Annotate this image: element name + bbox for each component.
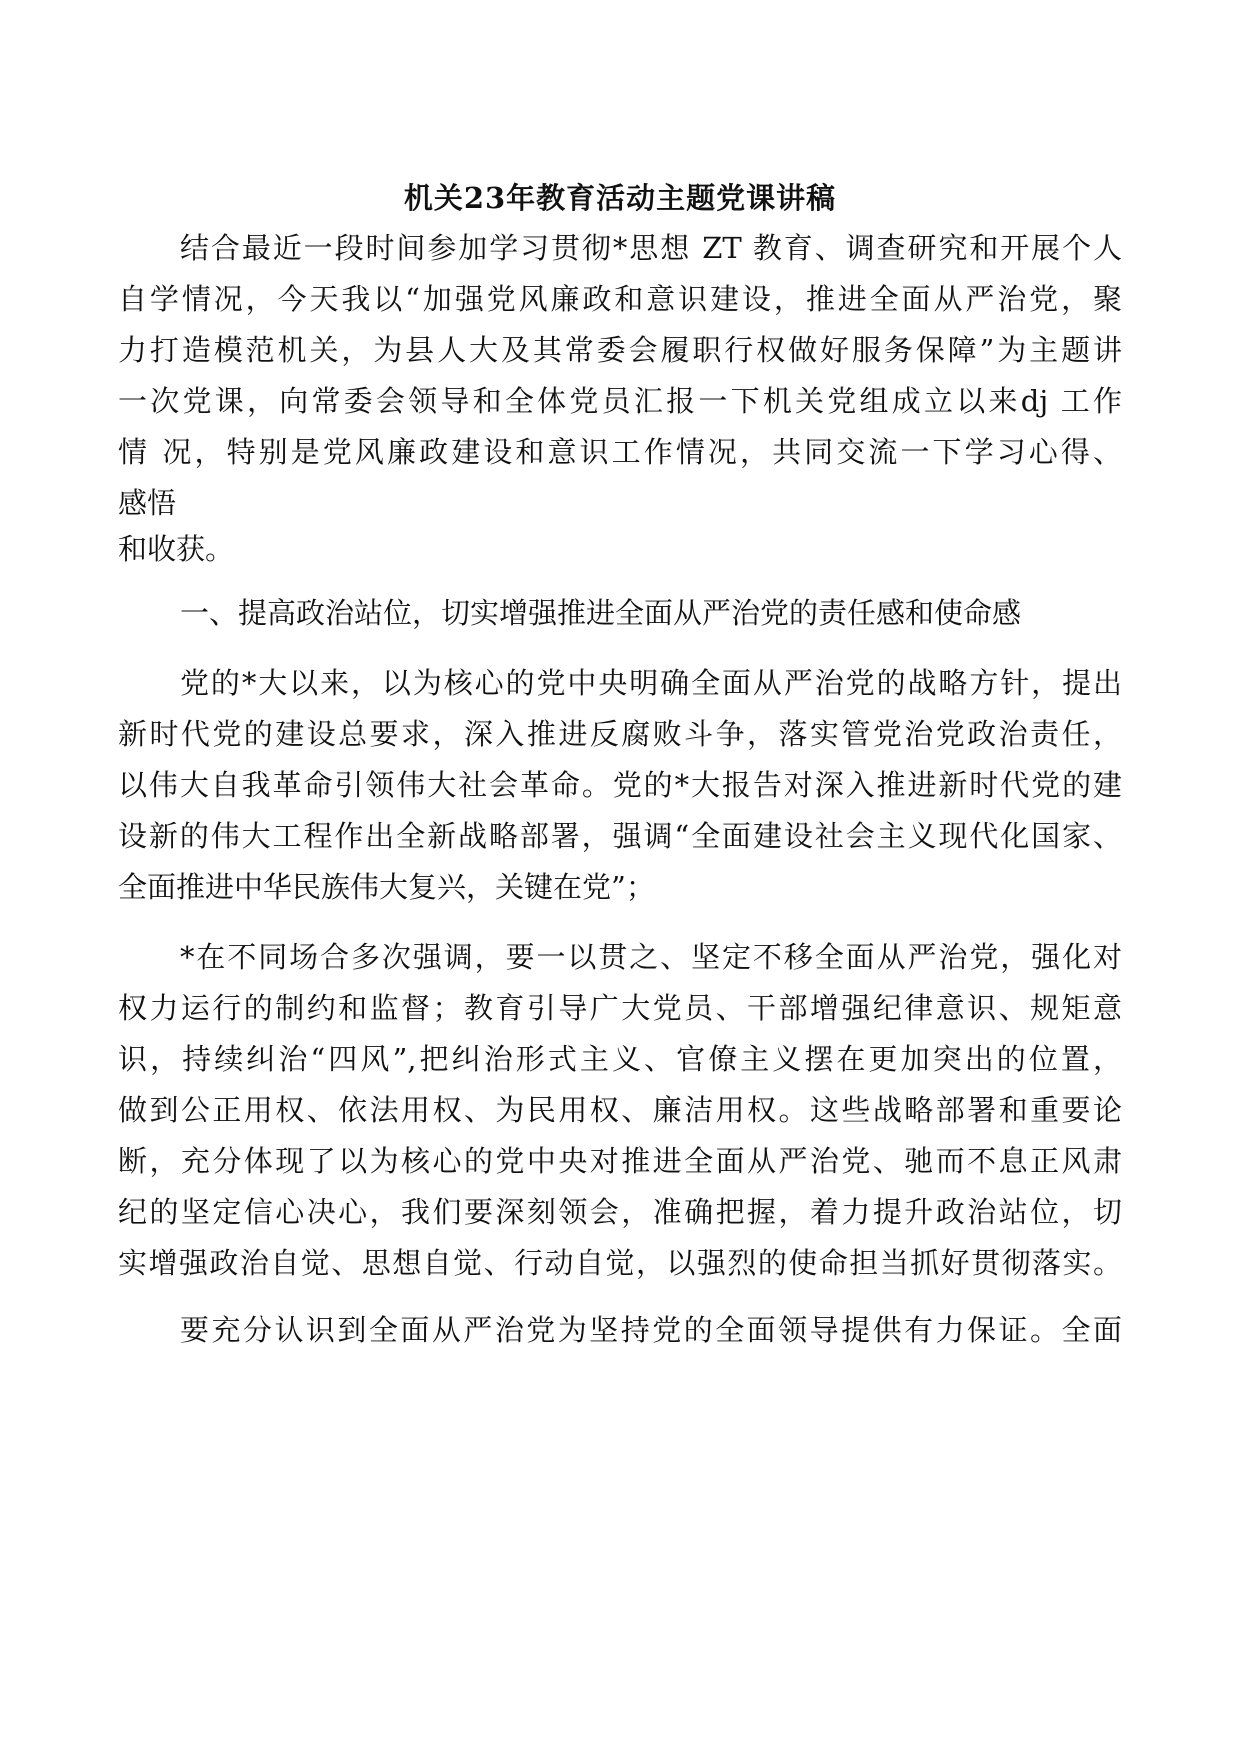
paragraph-line: 权力运行的制约和监督；教育引导广大党员、干部增强纪律意识、规矩意 [118,991,1122,1025]
document-title: 机关23年教育活动主题党课讲稿 [403,181,837,215]
paragraph-line: 情 况，特别是党风廉政建设和意识工作情况，共同交流一下学习心得、 [118,435,1122,469]
paragraph-line: 要充分认识到全面从严治党为坚持党的全面领导提供有力保证。全面 [180,1313,1122,1347]
paragraph-line: 党的*大以来，以为核心的党中央明确全面从严治党的战略方针，提出 [180,666,1122,700]
paragraph-line: 实增强政治自觉、思想自觉、行动自觉，以强烈的使命担当抓好贯彻落实。 [118,1246,1122,1280]
section-heading: 一、提高政治站位，切实增强推进全面从严治党的责任感和使命感 [180,596,1022,630]
paragraph-line: 新时代党的建设总要求，深入推进反腐败斗争，落实管党治党政治责任， [118,717,1122,751]
paragraph-line: 力打造模范机关，为县人大及其常委会履职行权做好服务保障”为主题讲 [118,333,1122,367]
paragraph-line: 自学情况，今天我以“加强党风廉政和意识建设，推进全面从严治党，聚 [118,282,1122,316]
paragraph-line: 断，充分体现了以为核心的党中央对推进全面从严治党、驰而不息正风肃 [118,1144,1122,1178]
paragraph-line: 感悟 [118,486,177,520]
paragraph-line: *在不同场合多次强调，要一以贯之、坚定不移全面从严治党，强化对 [180,940,1122,974]
paragraph-line: 识，持续纠治“四风”,把纠治形式主义、官僚主义摆在更加突出的位置， [118,1042,1122,1076]
paragraph-line: 一次党课，向常委会领导和全体党员汇报一下机关党组成立以来dj 工作 [118,384,1122,418]
paragraph-line: 以伟大自我革命引领伟大社会革命。党的*大报告对深入推进新时代党的建 [118,768,1122,802]
paragraph-line: 和收获。 [118,532,235,566]
paragraph-line: 纪的坚定信心决心，我们要深刻领会，准确把握，着力提升政治站位，切 [118,1195,1122,1229]
paragraph-line: 设新的伟大工程作出全新战略部署，强调“全面建设社会主义现代化国家、 [118,819,1122,853]
paragraph-line: 做到公正用权、依法用权、为民用权、廉洁用权。这些战略部署和重要论 [118,1093,1122,1127]
paragraph-line: 全面推进中华民族伟大复兴，关键在党”； [118,870,655,904]
paragraph-line: 结合最近一段时间参加学习贯彻*思想 ZT 教育、调查研究和开展个人 [180,231,1122,265]
